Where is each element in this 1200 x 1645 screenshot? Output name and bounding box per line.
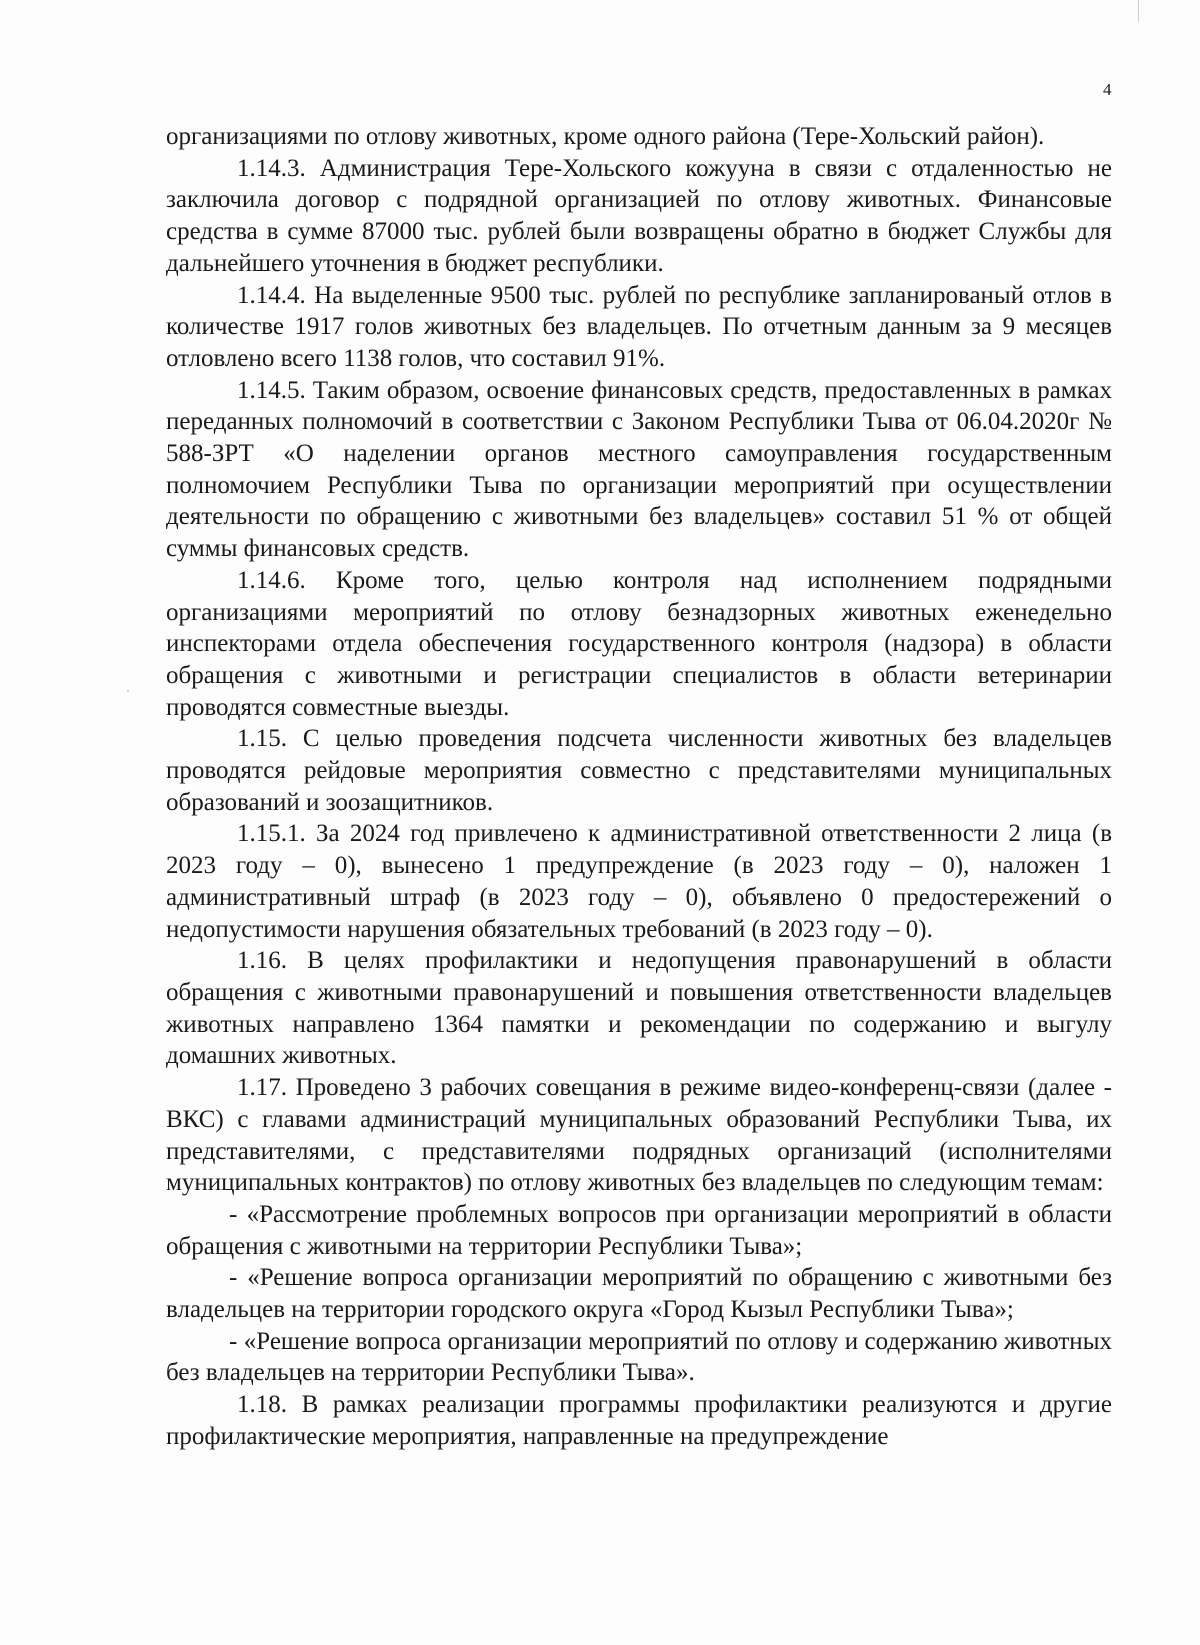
paragraph-1-14-4: 1.14.4. На выделенные 9500 тыс. рублей по республике запланированый отлов в количестве 1917 голов животных без владельцев. По отчетным данным за 9 месяцев отловлено всего 1138 голов, что составил 91%. — [166, 281, 1112, 372]
paragraph-1-15-1: 1.15.1. За 2024 год привлечено к административной ответственности 2 лица (в 2023 году – 0), вынесено 1 предупреждение (в 2023 году – 0), наложен 1 административный штраф (в 2023 году – 0), объявлено 0 предостережений о недопустимости нарушения обязательных требований (в 2023 году – 0). — [166, 820, 1112, 943]
document-body — [166, 121, 1112, 1453]
page-number: 4 — [1103, 80, 1112, 99]
scan-edge-mark — [1138, 0, 1139, 22]
paragraph-1-16: 1.16. В целях профилактики и недопущения правонарушений в области обращения с животными правонарушений и повышения ответственности владельцев животных направлено 1364 памятки и рекомендации по содержанию и выгулу домашних животных. — [166, 947, 1112, 1070]
paragraph-1-14-3: 1.14.3. Администрация Тере-Хольского кожууна в связи с отдаленностью не заключила договор с подрядной организацией по отлову животных. Финансовые средства в сумме 87000 тыс. рублей были возвращены обратно в бюджет Службы для дальнейшего уточнения в бюджет республики. — [166, 154, 1112, 277]
topic-list-item: - «Решение вопроса организации мероприятий по обращению с животными без владельцев на территории городского округа «Город Кызыл Республики Тыва»; — [166, 1264, 1112, 1324]
scan-dust-speck — [127, 690, 129, 692]
paragraph-1-14-6: 1.14.6. Кроме того, целью контроля над исполнением подрядными организациями мероприятий по отлову безнадзорных животных еженедельно инспекторами отдела обеспечения государственного контроля (надзора) в области обращения с животными и регистрации специалистов в области ветеринарии проводятся совместные выезды. — [166, 566, 1112, 721]
paragraph-continuation: организациями по отлову животных, кроме одного района (Тере-Хольский район). — [166, 123, 1045, 150]
topic-list-item: - «Рассмотрение проблемных вопросов при организации мероприятий в области обращения с животными на территории Республики Тыва»; — [166, 1200, 1112, 1260]
paragraph-1-14-5: 1.14.5. Таким образом, освоение финансовых средств, предоставленных в рамках переданных полномочий в соответствии с Законом Республики Тыва от 06.04.2020г № 588-ЗРТ «О наделении органов местного самоуправления государственным полномочием Республики Тыва по организации мероприятий при осуществлении деятельности по обращению с животными без владельцев» составил 51 % от общей суммы финансовых средств. — [166, 376, 1112, 563]
paragraph-1-15: 1.15. С целью проведения подсчета численности животных без владельцев проводятся рейдовые мероприятия совместно с представителями муниципальных образований и зоозащитников. — [166, 725, 1112, 816]
topic-list-item: - «Решение вопроса организации мероприятий по отлову и содержанию животных без владельцев на территории Республики Тыва». — [166, 1327, 1112, 1387]
paragraph-1-17: 1.17. Проведено 3 рабочих совещания в режиме видео-конференц-связи (далее - ВКС) с главами администраций муниципальных образований Республики Тыва, их представителями, с представителями подрядных организаций (исполнителями муниципальных контрактов) по отлову животных без владельцев по следующим темам: — [166, 1074, 1112, 1197]
paragraph-1-18: 1.18. В рамках реализации программы профилактики реализуются и другие профилактические мероприятия, направленные на предупреждение — [166, 1391, 1112, 1450]
